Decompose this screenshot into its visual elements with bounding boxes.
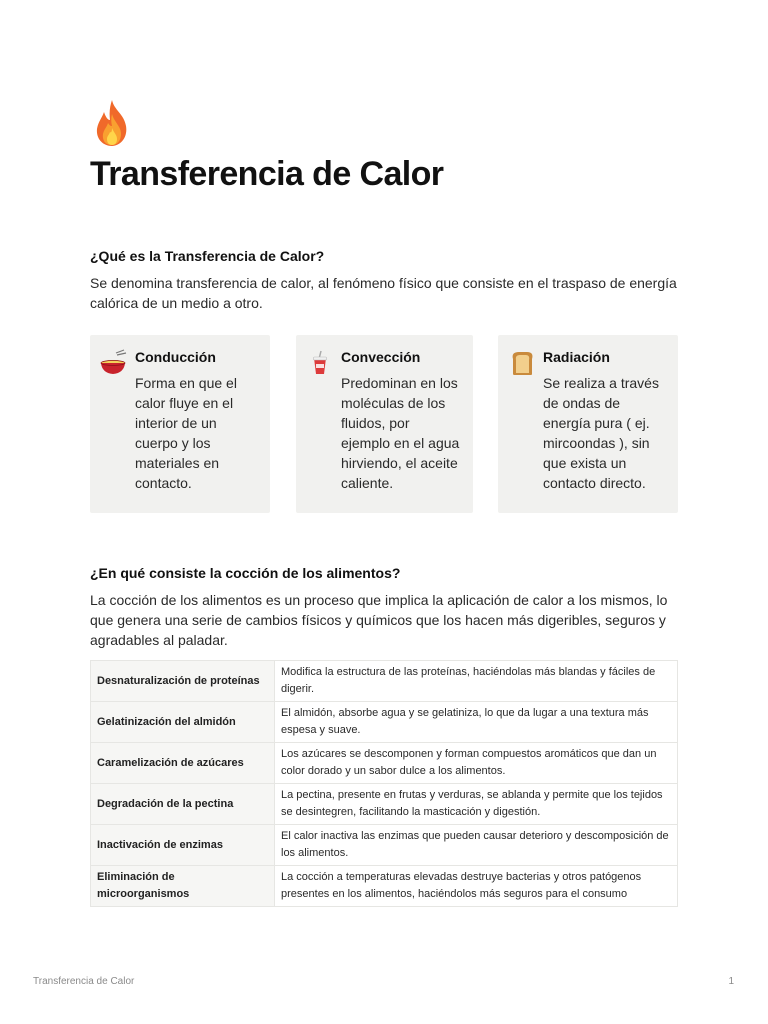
- document-page: [90, 98, 678, 900]
- table-key: Degradación de la pectina: [91, 784, 275, 825]
- card-line: energía pura ( ej.: [543, 415, 650, 431]
- fire-icon: [90, 98, 134, 148]
- page-title: Transferencia de Calor: [90, 155, 444, 193]
- heat-types-cards: [90, 335, 678, 513]
- table-key: Gelatinización del almidón: [91, 702, 275, 743]
- table-row: [91, 702, 678, 743]
- card-line: ejemplo en el agua: [341, 435, 460, 451]
- card-line: hirviendo, el aceite: [341, 455, 458, 471]
- table-value: La pectina, presente en frutas y verduras, se ablanda y permite que los tejidos se desintegren, facilitando la masticación y digestión.: [275, 784, 678, 825]
- card-text: [135, 373, 237, 493]
- cooking-effects-table: [90, 660, 678, 907]
- card-title: Conducción: [135, 349, 216, 365]
- section-heading-coccion: ¿En qué consiste la cocción de los alimentos?: [90, 565, 401, 581]
- card-conveccion: [296, 335, 473, 513]
- card-line: de ondas de: [543, 395, 621, 411]
- card-line: cuerpo y los: [135, 435, 211, 451]
- card-line: fluidos, por: [341, 415, 410, 431]
- card-line: mircoondas ), sin: [543, 435, 650, 451]
- table-key: Desnaturalización de proteínas: [91, 661, 275, 702]
- card-line: calor fluye en el: [135, 395, 234, 411]
- card-title: Convección: [341, 349, 421, 365]
- card-line: Predominan en los: [341, 375, 458, 391]
- card-conduccion: [90, 335, 270, 513]
- section-text-coccion: La cocción de los alimentos es un proceso que implica la aplicación de calor a los mismos, lo que genera una serie de cambios físicos y químicos que los hacen más digeribles, seguros y agradables al paladar.: [90, 592, 668, 648]
- table-key: Eliminación de microorganismos: [91, 866, 275, 907]
- table-key: Caramelización de azúcares: [91, 743, 275, 784]
- card-text: [341, 373, 459, 493]
- section-text-transfer: Se denomina transferencia de calor, al fenómeno físico que consiste en el traspaso de energía calórica de un medio a otro.: [90, 275, 677, 311]
- card-line: materiales en: [135, 455, 220, 471]
- section-heading-transfer: ¿Qué es la Transferencia de Calor?: [90, 248, 325, 264]
- card-title: Radiación: [543, 349, 610, 365]
- card-line: Forma en que el: [135, 375, 237, 391]
- card-line: que exista un: [543, 455, 627, 471]
- table-row: [91, 661, 678, 702]
- bread-icon: [508, 349, 536, 377]
- card-line: Se realiza a través: [543, 375, 659, 391]
- card-line: moléculas de los: [341, 395, 446, 411]
- table-value: El calor inactiva las enzimas que pueden causar deterioro y descomposición de los alimentos.: [275, 825, 678, 866]
- table-key: Inactivación de enzimas: [91, 825, 275, 866]
- table-value: Modifica la estructura de las proteínas, haciéndolas más blandas y fáciles de digerir.: [275, 661, 678, 702]
- card-line: contacto.: [135, 475, 192, 491]
- card-text: [543, 373, 659, 493]
- table-row: [91, 866, 678, 907]
- page-number: 1: [728, 976, 734, 987]
- card-line: caliente.: [341, 475, 394, 491]
- table-value: Los azúcares se descomponen y forman compuestos aromáticos que dan un color dorado y un sabor dulce a los alimentos.: [275, 743, 678, 784]
- table-row: [91, 743, 678, 784]
- footer-title: Transferencia de Calor: [33, 976, 135, 987]
- cup-with-straw-icon: [306, 349, 334, 377]
- card-line: interior de un: [135, 415, 217, 431]
- table-row: [91, 825, 678, 866]
- table-row: [91, 784, 678, 825]
- table-value: El almidón, absorbe agua y se gelatiniza, lo que da lugar a una textura más espesa y suave.: [275, 702, 678, 743]
- fondue-pot-icon: [100, 349, 128, 377]
- table-value: La cocción a temperaturas elevadas destruye bacterias y otros patógenos presentes en los alimentos, haciéndolos más seguros para el consumo: [275, 866, 678, 907]
- card-radiacion: [498, 335, 678, 513]
- card-line: contacto directo.: [543, 475, 646, 491]
